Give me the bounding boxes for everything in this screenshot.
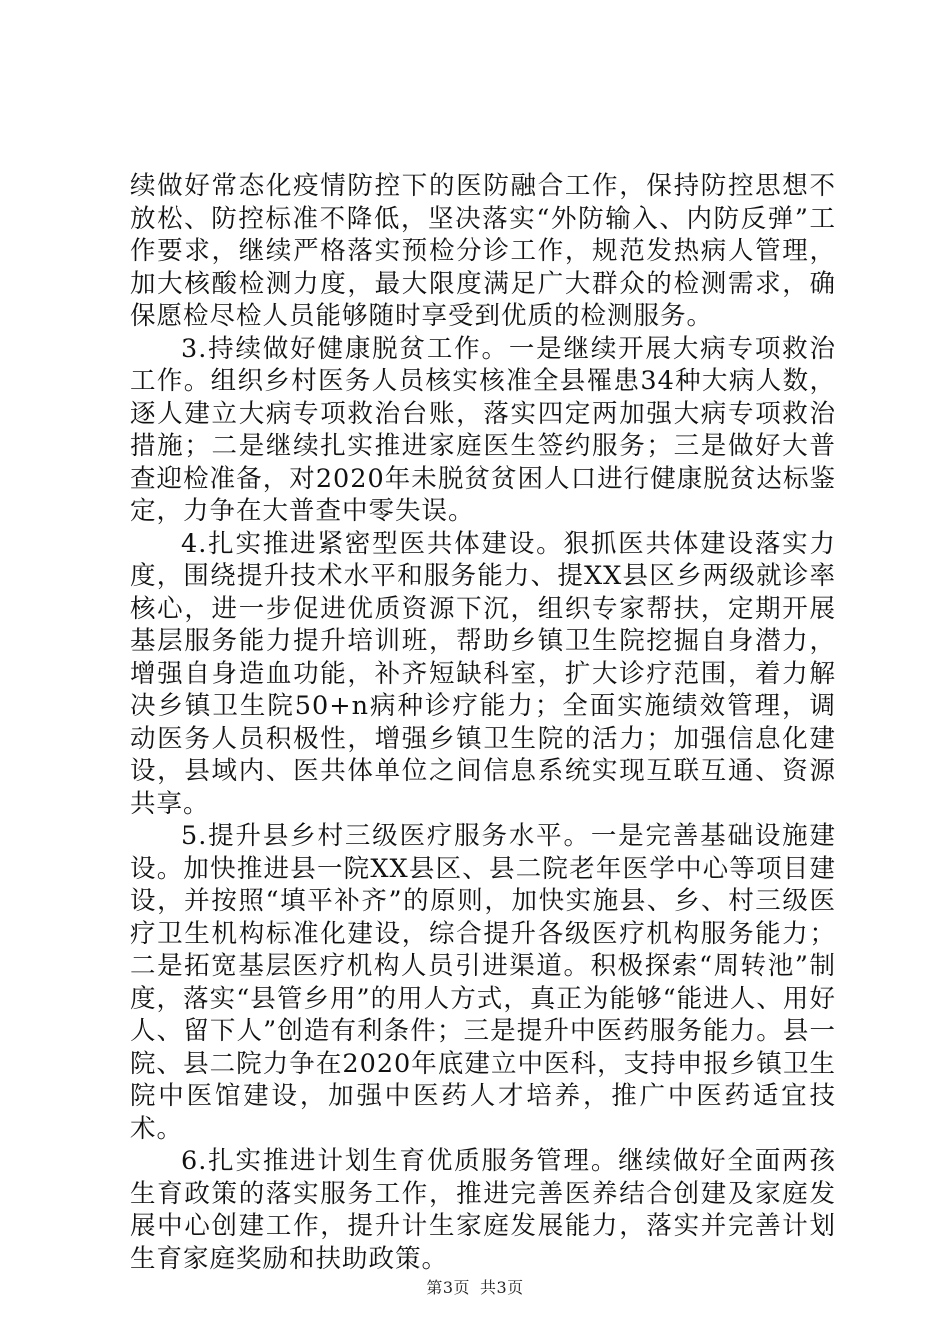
paragraph-item-5: 5.提升县乡村三级医疗服务水平。一是完善基础设施建设。加快推进县一院XX县区、县二院老年医学中心等项目建设，并按照“填平补齐”的原则，加快实施县、乡、村三级医疗卫生机构标准化建设，综合提升各级医疗机构服务能力；二是拓宽基层医疗机构人员引进渠道。积极探索“周转池”制度，落实“县管乡用”的用人方式，真正为能够“能进人、用好人、留下人”创造有利条件；三是提升中医药服务能力。县一院、县二院力争在2020年底建立中医科，支持申报乡镇卫生院中医馆建设，加强中医药人才培养，推广中医药适宜技术。 — [130, 821, 836, 1144]
page-total: 共3页 — [480, 1278, 524, 1297]
page-footer — [0, 1278, 950, 1298]
paragraph-item-4: 4.扎实推进紧密型医共体建设。狠抓医共体建设落实力度，围绕提升技术水平和服务能力、提XX县区乡两级就诊率核心，进一步促进优质资源下沉，组织专家帮扶，定期开展基层服务能力提升培训班，帮助乡镇卫生院挖掘自身潜力，增强自身造血功能，补齐短缺科室，扩大诊疗范围，着力解决乡镇卫生院50+n病种诊疗能力；全面实施绩效管理，调动医务人员积极性，增强乡镇卫生院的活力；加强信息化建设，县域内、医共体单位之间信息系统实现互联互通、资源共享。 — [130, 528, 836, 819]
page-number: 第3页 — [426, 1278, 470, 1297]
paragraph-continuation: 续做好常态化疫情防控下的医防融合工作，保持防控思想不放松、防控标准不降低，坚决落实“外防输入、内防反弹”工作要求，继续严格落实预检分诊工作，规范发热病人管理，加大核酸检测力度，最大限度满足广大群众的检测需求，确保愿检尽检人员能够随时享受到优质的检测服务。 — [130, 171, 836, 331]
paragraph-item-3: 3.持续做好健康脱贫工作。一是继续开展大病专项救治工作。组织乡村医务人员核实核准全县罹患34种大病人数，逐人建立大病专项救治台账，落实四定两加强大病专项救治措施；二是继续扎实推进家庭医生签约服务；三是做好大普查迎检准备，对2020年未脱贫贫困人口进行健康脱贫达标鉴定，力争在大普查中零失误。 — [130, 333, 836, 526]
document-body — [130, 170, 836, 1275]
paragraph-item-6: 6.扎实推进计划生育优质服务管理。继续做好全面两孩生育政策的落实服务工作，推进完善医养结合创建及家庭发展中心创建工作，提升计生家庭发展能力，落实并完善计划生育家庭奖励和扶助政策。 — [130, 1146, 836, 1274]
